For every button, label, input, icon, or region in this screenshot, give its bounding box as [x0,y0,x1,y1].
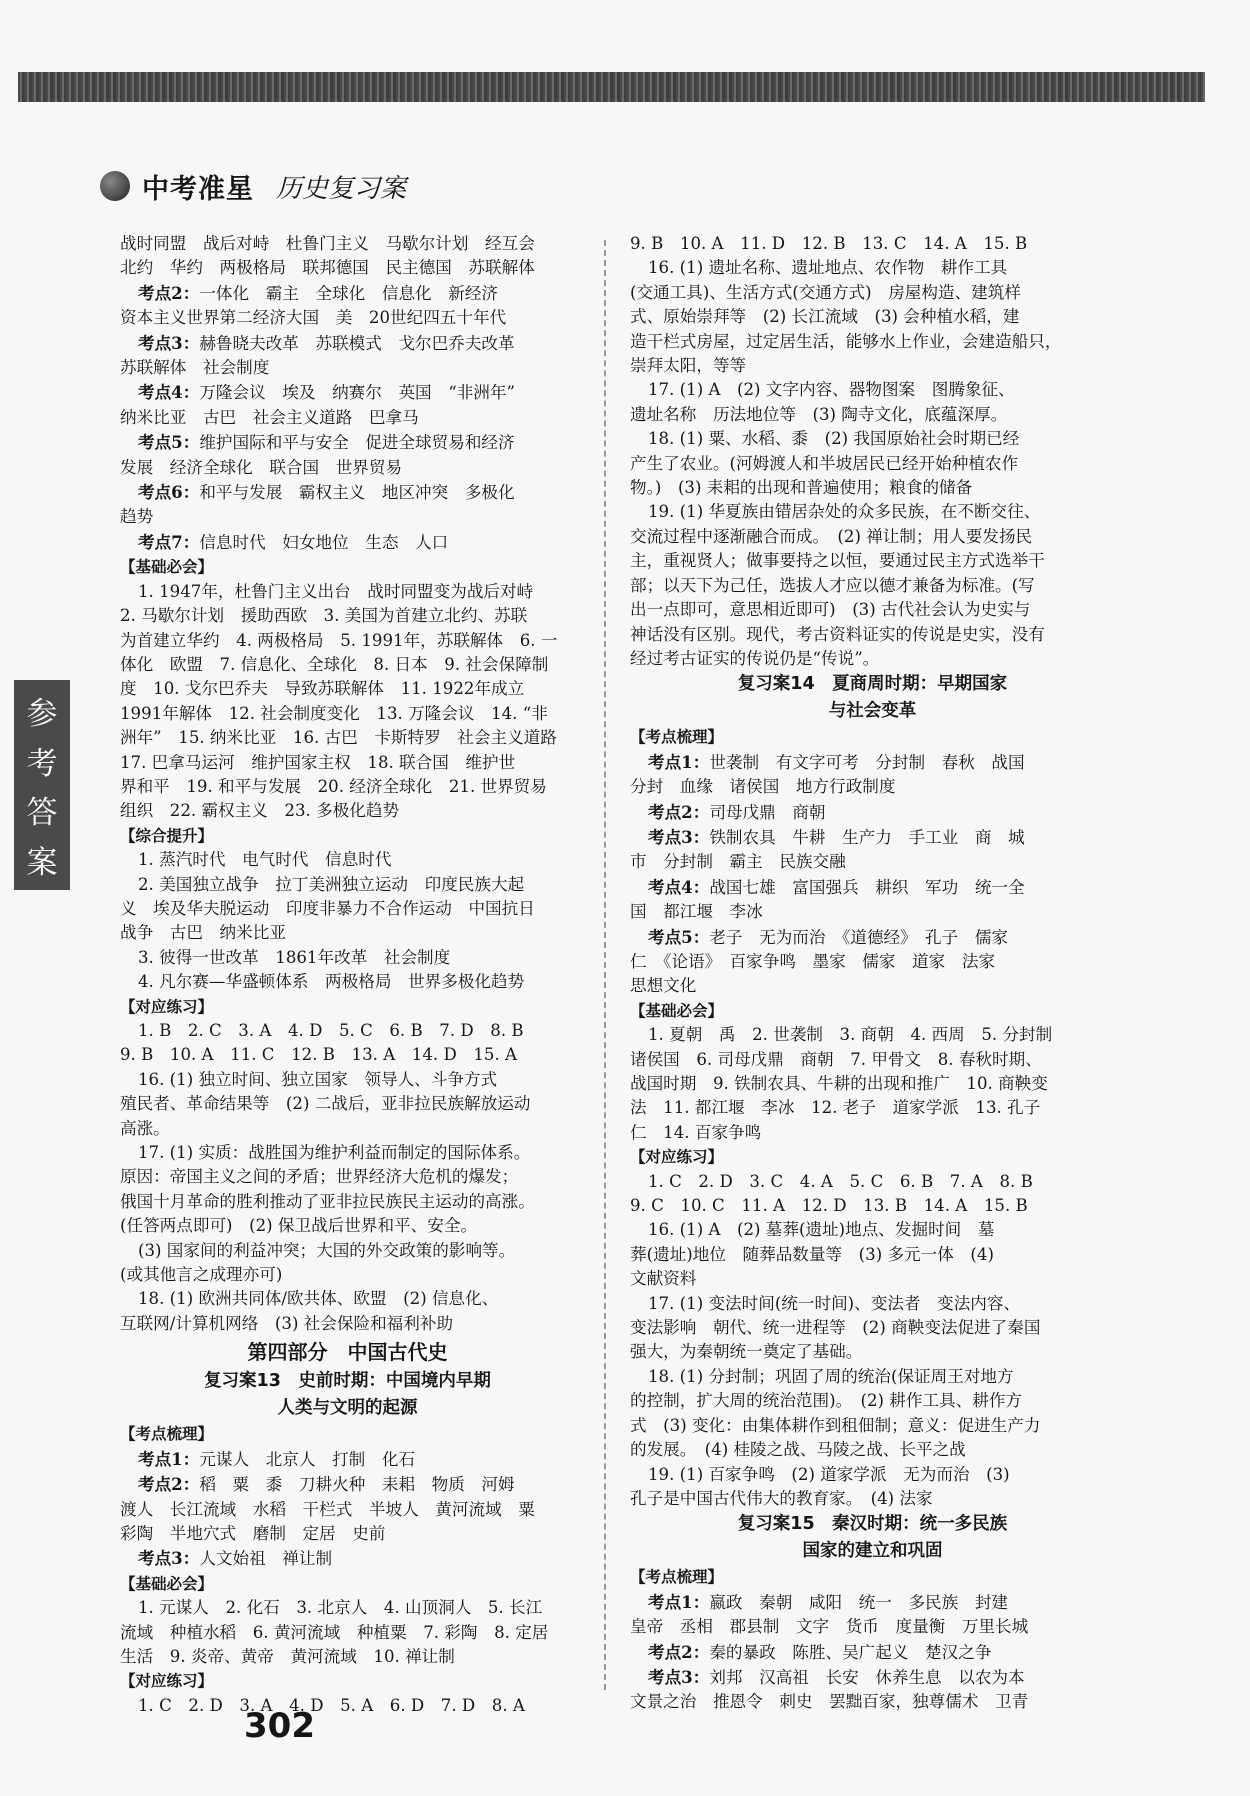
answer-line: 葬(遗址)地位 随葬品数量等 (3) 多元一体 (4) [630,1244,994,1264]
answer-line: 崇拜太阳，等等 [630,356,747,376]
key-point-line [120,331,575,356]
key-point-text: 刘邦 汉高祖 长安 休养生息 以农为本 [709,1667,1025,1687]
answer-line: 国 都江堰 李冰 [630,902,763,922]
answer-line: 法 11. 都江堰 李冰 12. 老子 道家学派 13. 孔子 [630,1098,1041,1118]
key-point-text: 一体化 霸主 全球化 信息化 新经济 [199,283,499,303]
key-point-text: 老子 无为而治 《道德经》 孔子 儒家 [709,927,1009,947]
subject-title: 历史复习案 [276,173,407,204]
answer-line: 18. (1) 分封制；巩固了周的统治(保证周王对地方 [648,1366,1014,1386]
answer-line: 战争 古巴 纳米比亚 [120,923,286,943]
side-tab-char: 考 [26,745,58,782]
key-point-line [120,530,575,555]
answer-line: 物。) (3) 耒耜的出现和普遍使用；粮食的储备 [630,478,973,498]
answer-line: 强大，为秦朝统一奠定了基础。 [630,1342,863,1362]
left-column [120,232,575,1718]
answer-line: 变法影响 朝代、统一进程等 (2) 商鞅变法促进了秦国 [630,1318,1041,1338]
answer-line: 1991年解体 12. 社会制度变化 13. 万隆会议 14. “非 [120,703,548,723]
answer-line: 2. 马歇尔计划 援助西欧 3. 美国为首建立北约、苏联 [120,606,528,626]
key-point-line [630,800,1115,825]
series-logo-icon [100,171,130,201]
key-point-label: 考点5： [648,926,710,947]
key-point-label: 考点2： [648,1641,710,1662]
answer-line: 义 埃及华夫脱运动 印度非暴力不合作运动 中国抗日 [120,898,535,918]
answer-line: 渡人 长江流域 水稻 干栏式 半坡人 黄河流域 粟 [120,1499,535,1519]
answer-line: 1. B 2. C 3. A 4. D 5. C 6. B 7. D 8. B [138,1021,524,1040]
section-heading: 【基础必会】 [120,1574,214,1593]
answer-line: 产生了农业。(河姆渡人和半坡居民已经开始种植农作 [630,453,1019,473]
answer-line: 1. 蒸汽时代 电气时代 信息时代 [138,850,392,870]
answer-line: 仁 《论语》 百家争鸣 墨家 儒家 道家 法家 [630,951,996,971]
answer-line: 1. 夏朝 禹 2. 世袭制 3. 商朝 4. 西周 5. 分封制 [648,1025,1053,1045]
answer-line: 文献资料 [630,1269,697,1289]
key-point-label: 考点7： [138,531,200,552]
key-point-line [120,1546,575,1571]
right-column [630,232,1115,1715]
key-point-text: 维护国际和平与安全 促进全球贸易和经济 [199,433,515,453]
answer-line: (3) 国家间的利益冲突；大国的外交政策的影响等。 [138,1240,516,1260]
answer-line: 纳米比亚 古巴 社会主义道路 巴拿马 [120,407,419,427]
answer-line: 9. B 10. A 11. D 12. B 13. C 14. A 15. B [630,234,1028,253]
answer-line: 趋势 [120,507,154,527]
answer-line: 17. 巴拿马运河 维护国家主权 18. 联合国 维护世 [120,752,516,772]
answer-line: 仁 14. 百家争鸣 [630,1122,762,1142]
answer-line: 出一点即可，意思相近即可) (3) 古代社会认为史实与 [630,600,1031,620]
section-heading: 【基础必会】 [120,558,214,577]
answer-line: 洲年” 15. 纳米比亚 16. 古巴 卡斯特罗 社会主义道路 [120,728,557,748]
part-title: 第四部分 中国古代史 [247,1340,448,1365]
key-point-line [630,825,1115,850]
answer-line: 彩陶 半地穴式 磨制 定居 史前 [120,1523,386,1543]
key-point-label: 考点5： [138,432,200,453]
answer-line: 1. C 2. D 3. A 4. D 5. A 6. D 7. D 8. A [138,1695,525,1715]
answer-line: 1. C 2. D 3. C 4. A 5. C 6. B 7. A 8. B [648,1171,1033,1191]
side-tab-char: 参 [26,696,58,733]
key-point-text: 和平与发展 霸权主义 地区冲突 多极化 [199,483,515,503]
section-heading: 【综合提升】 [120,826,214,845]
section-heading: 【考点梳理】 [630,728,724,747]
answer-line: 16. (1) 独立时间、独立国家 领导人、斗争方式 [138,1069,498,1089]
answer-line: 16. (1) A (2) 墓葬(遗址)地点、发掘时间 墓 [648,1220,995,1240]
key-point-line [120,380,575,405]
answer-line: 17. (1) 实质：战胜国为维护利益而制定的国际体系。 [138,1143,531,1163]
key-point-label: 考点2： [138,282,200,303]
key-point-label: 考点3： [648,1666,710,1687]
answer-line: 互联网/计算机网络 (3) 社会保险和福利补助 [120,1313,454,1333]
answer-line: 的控制，扩大周的统治范围)。 (2) 耕作工具、耕作方 [630,1391,1023,1411]
key-point-label: 考点4： [648,876,710,897]
answer-line: 生活 9. 炎帝、黄帝 黄河流域 10. 禅让制 [120,1646,455,1666]
answer-line: 孔子是中国古代伟大的教育家。 (4) 法家 [630,1488,933,1508]
answer-line: (交通工具)、生活方式(交通方式) 房屋构造、建筑样 [630,282,1021,302]
chapter-title: 复习案15 秦汉时期：统一多民族 [737,1514,1008,1535]
chapter-title: 人类与文明的起源 [277,1398,418,1419]
top-decorative-band [18,72,1205,102]
answer-line: 战时同盟 战后对峙 杜鲁门主义 马歇尔计划 经互会 [120,234,535,253]
key-point-line [630,1590,1115,1615]
key-point-label: 考点2： [138,1474,200,1495]
key-point-text: 世袭制 有文字可考 分封制 春秋 战国 [709,752,1025,772]
side-tab-answer-key [14,680,70,890]
page-header [100,166,406,206]
answer-line: 文景之治 推恩令 刺史 罢黜百家，独尊儒术 卫青 [630,1692,1029,1712]
answer-line: 度 10. 戈尔巴乔夫 导致苏联解体 11. 1922年成立 [120,679,525,699]
answer-line: 17. (1) 变法时间(统一时间)、变法者 变法内容、 [648,1293,1021,1313]
answer-line: 发展 经济全球化 联合国 世界贸易 [120,457,403,477]
answer-line: 殖民者、革命结果等 (2) 二战后，亚非拉民族解放运动 [120,1094,531,1114]
answer-line: 俄国十月革命的胜利推动了亚非拉民族民主运动的高涨。 [120,1191,535,1211]
answer-line: 界和平 19. 和平与发展 20. 经济全球化 21. 世界贸易 [120,776,547,796]
chapter-title: 复习案14 夏商周时期：早期国家 [737,674,1008,695]
answer-line: 式 (3) 变化：由集体耕作到租佃制；意义：促进生产力 [630,1415,1041,1435]
key-point-label: 考点3： [138,332,200,353]
section-heading: 【对应练习】 [120,997,214,1016]
answer-line: 9. B 10. A 11. C 12. B 13. A 14. D 15. A [120,1045,517,1065]
answer-line: 高涨。 [120,1118,170,1138]
answer-line: 遗址名称 历法地位等 (3) 陶寺文化，底蕴深厚。 [630,404,1008,424]
answer-line: (任答两点即可) (2) 保卫战后世界和平、安全。 [120,1216,478,1236]
answer-line: 分封 血缘 诸侯国 地方行政制度 [630,777,896,797]
answer-line: 造干栏式房屋，过定居生活，能够水上作业，会建造船只， [630,331,1062,351]
key-point-line [120,480,575,505]
answer-line: 经过考古证实的传说仍是“传说”。 [630,648,880,668]
key-point-text: 司母戊鼎 商朝 [709,802,826,822]
key-point-text: 信息时代 妇女地位 生态 人口 [199,532,449,552]
answer-line: 主，重视贤人；做事要持之以恒，要通过民主方式选举干 [630,551,1045,571]
answer-line: 式、原始崇拜等 (2) 长江流域 (3) 会种植水稻，建 [630,307,1020,327]
section-heading: 【考点梳理】 [120,1425,214,1444]
key-point-label: 考点1： [648,751,710,772]
answer-line: 19. (1) 华夏族由错居杂处的众多民族，在不断交往、 [648,502,1041,522]
answer-line: 18. (1) 欧洲共同体/欧共体、欧盟 (2) 信息化、 [138,1289,499,1309]
answer-line: 9. C 10. C 11. A 12. D 13. B 14. A 15. B [630,1196,1028,1216]
section-heading: 【考点梳理】 [630,1568,724,1587]
answer-line: 部；以天下为己任，选拔人才应以德才兼备为标准。(写 [630,575,1035,595]
answer-line: 苏联解体 社会制度 [120,358,270,378]
answer-line: 19. (1) 百家争鸣 (2) 道家学派 无为而治 (3) [648,1464,1010,1484]
key-point-label: 考点6： [138,482,200,503]
key-point-label: 考点3： [648,826,710,847]
answer-line: 皇帝 丞相 郡县制 文字 货币 度量衡 万里长城 [630,1617,1029,1637]
answer-line: 1. 元谋人 2. 化石 3. 北京人 4. 山顶洞人 5. 长江 [138,1598,543,1618]
answer-line: 2. 美国独立战争 拉丁美洲独立运动 印度民族大起 [138,874,525,894]
key-point-text: 赫鲁晓夫改革 苏联模式 戈尔巴乔夫改革 [199,333,515,353]
key-point-line [120,281,575,306]
answer-line: 资本主义世界第二经济大国 美 20世纪四五十年代 [120,308,507,328]
key-point-line [120,1447,575,1472]
column-divider [604,240,606,1690]
key-point-text: 万隆会议 埃及 纳赛尔 英国 “非洲年” [199,383,515,403]
side-tab-char: 案 [26,844,58,881]
answer-line: 诸侯国 6. 司母戊鼎 商朝 7. 甲骨文 8. 春秋时期、 [630,1049,1042,1069]
section-heading: 【基础必会】 [630,1001,724,1020]
chapter-title: 与社会变革 [828,701,917,722]
answer-line: 16. (1) 遗址名称、遗址地点、农作物 耕作工具 [648,258,1008,278]
key-point-line [120,430,575,455]
answer-line: 1. 1947年，杜鲁门主义出台 战时同盟变为战后对峙 [138,581,534,601]
key-point-label: 考点1： [648,1591,710,1612]
key-point-text: 铁制农具 牛耕 生产力 手工业 商 城 [709,827,1025,847]
answer-line: 体化 欧盟 7. 信息化、全球化 8. 日本 9. 社会保障制 [120,654,549,674]
answer-line: 17. (1) A (2) 文字内容、器物图案 图腾象征、 [648,380,1015,400]
chapter-title: 复习案13 史前时期：中国境内早期 [204,1371,491,1392]
key-point-line [630,1640,1115,1665]
key-point-label: 考点2： [648,801,710,822]
answer-line: 市 分封制 霸主 民族交融 [630,852,846,872]
chapter-title: 国家的建立和巩固 [802,1541,943,1562]
key-point-text: 稻 粟 黍 刀耕火种 耒耜 物质 河姆 [199,1475,515,1495]
answer-line: 原因：帝国主义之间的矛盾；世界经济大危机的爆发； [120,1167,519,1187]
answer-line: 战国时期 9. 铁制农具、牛耕的出现和推广 10. 商鞅变 [630,1074,1048,1093]
series-title: 中考准星 [142,173,254,205]
key-point-line [120,1472,575,1497]
answer-line: 思想文化 [630,976,697,996]
answer-line: 北约 华约 两极格局 联邦德国 民主德国 苏联解体 [120,258,535,278]
answer-line: 18. (1) 粟、水稻、黍 (2) 我国原始社会时期已经 [648,429,1020,449]
key-point-text: 人文始祖 禅让制 [199,1549,333,1569]
page-number: 302 [244,1706,315,1746]
key-point-label: 考点4： [138,382,200,403]
key-point-label: 考点3： [138,1548,200,1569]
answer-line: 3. 彼得一世改革 1861年改革 社会制度 [138,947,451,967]
key-point-text: 元谋人 北京人 打制 化石 [199,1449,416,1469]
answer-line: 交流过程中逐渐融合而成。 (2) 禅让制；用人要发扬民 [630,526,1033,546]
side-tab-char: 答 [26,795,58,832]
answer-line: 神话没有区别。现代，考古资料证实的传说是史实，没有 [630,624,1045,644]
answer-line: (或其他言之成理亦可) [120,1265,283,1285]
key-point-text: 嬴政 秦朝 咸阳 统一 多民族 封建 [709,1592,1009,1612]
section-heading: 【对应练习】 [630,1148,724,1167]
answer-line: 的发展。 (4) 桂陵之战、马陵之战、长平之战 [630,1440,966,1460]
answer-line: 4. 凡尔赛—华盛顿体系 两极格局 世界多极化趋势 [138,972,525,992]
answer-line: 流域 种植水稻 6. 黄河流域 种植粟 7. 彩陶 8. 定居 [120,1622,549,1642]
key-point-line [630,750,1115,775]
answer-line: 为首建立华约 4. 两极格局 5. 1991年，苏联解体 6. 一 [120,630,558,650]
section-heading: 【对应练习】 [120,1672,214,1691]
key-point-line [630,1665,1115,1690]
key-point-text: 秦的暴政 陈胜、吴广起义 楚汉之争 [709,1642,992,1662]
key-point-line [630,925,1115,950]
key-point-text: 战国七雄 富国强兵 耕织 军功 统一全 [709,877,1025,897]
key-point-label: 考点1： [138,1448,200,1469]
key-point-line [630,875,1115,900]
answer-line: 组织 22. 霸权主义 23. 多极化趋势 [120,801,400,821]
